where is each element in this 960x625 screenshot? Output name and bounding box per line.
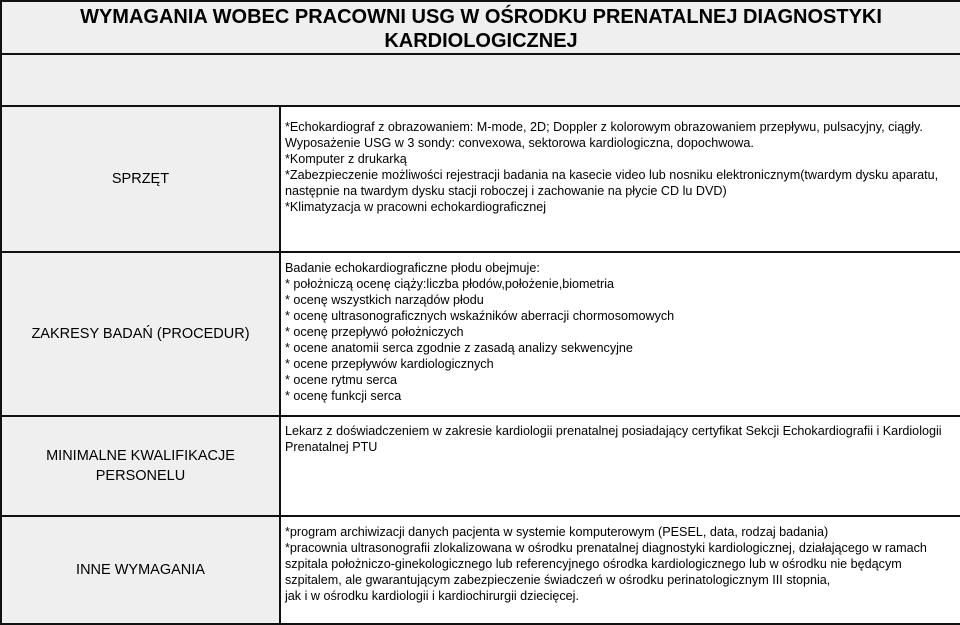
other-requirements-line: jak i w ośrodku kardiologii i kardiochirurgii dziecięcej. — [285, 589, 579, 603]
other-requirements-content — [280, 516, 960, 624]
equipment-text — [285, 107, 956, 215]
other-requirements-label: INNE WYMAGANIA — [1, 516, 280, 624]
scope-line: * ocene anatomii serca zgodnie z zasadą analizy sekwencyjne — [285, 341, 633, 355]
scope-text — [285, 253, 956, 404]
qualifications-line: Lekarz z doświadczeniem w zakresie kardiologii prenatalnej posiadający certyfikat Sekcji Echokardiografii i Kardiologii — [285, 424, 942, 438]
scope-line: * ocenę wszystkich narządów płodu — [285, 293, 484, 307]
qualifications-content — [280, 416, 960, 516]
qualifications-text — [285, 417, 956, 455]
scope-label: ZAKRESY BADAŃ (PROCEDUR) — [1, 252, 280, 416]
equipment-content — [280, 106, 960, 252]
other-requirements-row — [1, 516, 960, 624]
equipment-line: *Zabezpieczenie możliwości rejestracji badania na kasecie video lub nosniku elektronicznym(twardym dysku aparatu, — [285, 168, 939, 182]
equipment-row — [1, 106, 960, 252]
equipment-label: SPRZĘT — [1, 106, 280, 252]
equipment-line: *Echokardiograf z obrazowaniem: M-mode, 2D; Doppler z kolorowym obrazowaniem przepływu, pulsacyjny, ciągły. — [285, 120, 923, 134]
qualifications-line: Prenatalnej PTU — [285, 440, 378, 454]
scope-line: * ocenę funkcji serca — [285, 389, 402, 403]
scope-row — [1, 252, 960, 416]
spacer-row — [1, 54, 960, 106]
qualifications-row — [1, 416, 960, 516]
qualifications-label-line-2: PERSONELU — [95, 468, 186, 484]
document-title — [2, 2, 960, 53]
equipment-line: następnie na twardym dysku stacji roboczej i zachowanie na płycie CD lu DVD) — [285, 184, 727, 198]
title-cell — [1, 1, 960, 54]
scope-line: * ocenę przepływó położniczych — [285, 325, 464, 339]
other-requirements-text — [285, 517, 956, 604]
equipment-line: *Klimatyzacja w pracowni echokardiograficznej — [285, 200, 547, 214]
scope-line: Badanie echokardiograficzne płodu obejmuje: — [285, 261, 540, 275]
other-requirements-line: szpitala położniczo-ginekologicznego lub referencyjnego ośrodka kardiologicznego lub w ośrodku nie będącym — [285, 557, 902, 571]
other-requirements-line: *program archiwizacji danych pacjenta w systemie komputerowym (PESEL, data, rodzaj badania) — [285, 525, 829, 539]
qualifications-label — [1, 416, 280, 516]
scope-content — [280, 252, 960, 416]
title-row — [1, 1, 960, 54]
title-line-1: WYMAGANIA WOBEC PRACOWNI USG W OŚRODKU PRENATALNEJ DIAGNOSTYKI — [80, 6, 882, 28]
scope-line: * ocenę ultrasonograficznych wskaźników aberracji chormosomowych — [285, 309, 675, 323]
qualifications-label-line-1: MINIMALNE KWALIFIKACJE — [46, 448, 235, 464]
equipment-line: Wyposażenie USG w 3 sondy: convexowa, sektorowa kardiologiczna, dopochwowa. — [285, 136, 754, 150]
scope-line: * położniczą ocenę ciąży:liczba płodów,położenie,biometria — [285, 277, 615, 291]
spacer-cell — [1, 54, 960, 106]
equipment-line: *Komputer z drukarką — [285, 152, 407, 166]
scope-line: * ocene przepływów kardiologicznych — [285, 357, 494, 371]
title-line-2: KARDIOLOGICZNEJ — [384, 30, 578, 52]
scope-line: * ocene rytmu serca — [285, 373, 397, 387]
other-requirements-line: *pracownia ultrasonografii zlokalizowana w ośrodku prenatalnej diagnostyki kardiologicznej, działającego w ramach — [285, 541, 927, 555]
other-requirements-line: szpitalem, ale gwarantującym zabezpieczenie świadczeń w ośrodku perinatologicznym III stopnia, — [285, 573, 831, 587]
